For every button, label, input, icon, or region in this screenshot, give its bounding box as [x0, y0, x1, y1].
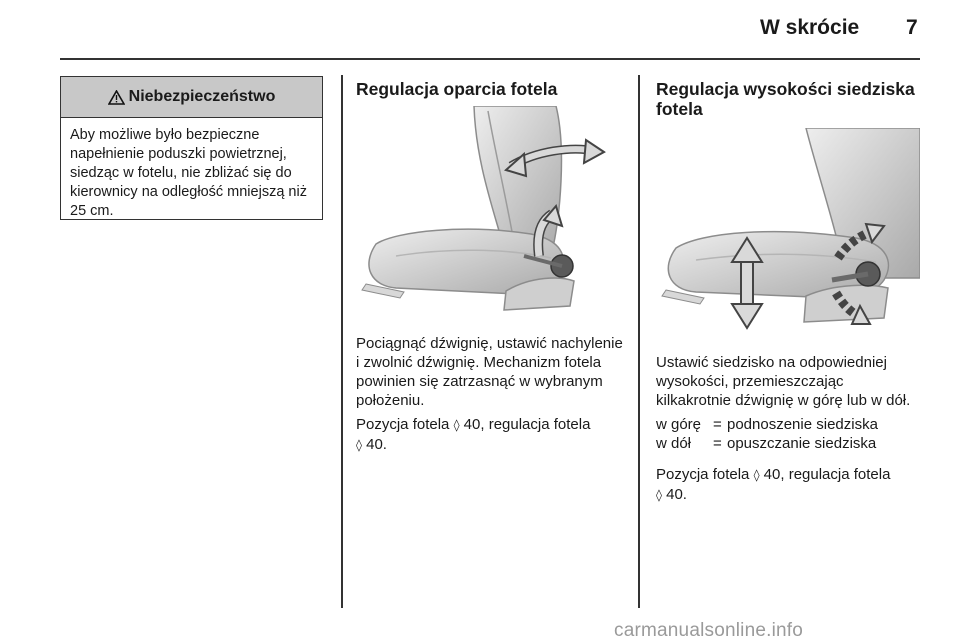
warning-text: Aby możliwe było bezpieczne napełnienie poduszki powietrznej, siedząc w fotelu, nie zbliżać się do kierownicy na odległość mniejszą niż 25 cm. — [70, 127, 307, 219]
height-section — [656, 79, 922, 119]
page-number: 7 — [906, 16, 918, 39]
section-title: W skrócie — [760, 16, 860, 39]
definition-equals: = — [713, 435, 722, 452]
watermark: carmanualsonline.info — [614, 620, 804, 641]
definition-up — [656, 415, 922, 434]
ref-text-adjust: , regulacja fotela — [480, 416, 591, 433]
ref-arrow-icon: ◊ — [356, 438, 362, 452]
column-divider-2 — [638, 75, 640, 608]
ref-text-position: Pozycja fotela — [356, 416, 450, 433]
seat-height-adjust-illustration — [656, 128, 920, 338]
height-definitions — [656, 415, 922, 453]
definition-desc: opuszczanie siedziska — [727, 435, 877, 452]
ref-arrow-icon: ◊ — [753, 468, 760, 482]
warning-triangle-icon — [108, 90, 125, 105]
warning-box — [60, 76, 323, 220]
height-text — [656, 353, 922, 505]
ref-arrow-icon: ◊ — [656, 488, 662, 502]
seat-backrest-adjust-illustration — [356, 106, 622, 318]
ref-page-1: 40 — [463, 416, 481, 433]
backrest-heading: Regulacja oparcia fotela — [356, 79, 558, 99]
warning-title: Niebezpieczeństwo — [128, 88, 276, 105]
column-divider-1 — [341, 75, 343, 608]
ref-text-position: Pozycja fotela — [656, 466, 750, 483]
ref-text-adjust: , regulacja fotela — [780, 466, 891, 483]
definition-term: w górę — [656, 416, 702, 433]
height-reference — [656, 465, 922, 505]
height-instructions: Ustawić siedzisko na odpowiedniej wysokości, przemieszczając kilkakrotnie dźwignię w górę lub w dół. — [656, 354, 911, 409]
backrest-instructions: Pociągnąć dźwignię, ustawić nachylenie i zwolnić dźwignię. Mechanizm fotela powinien się zatrzasnąć w wybranym położeniu. — [356, 335, 623, 409]
ref-page-2: 40. — [366, 436, 387, 453]
header-divider — [60, 58, 920, 60]
backrest-reference — [356, 415, 628, 455]
definition-equals: = — [713, 416, 722, 433]
backrest-text — [356, 334, 628, 455]
definition-term: w dół — [656, 435, 692, 452]
warning-header — [61, 77, 322, 118]
ref-page-2: 40. — [666, 486, 687, 503]
ref-page-1: 40 — [763, 466, 781, 483]
height-heading: Regulacja wysokości siedziska fotela — [656, 79, 915, 119]
definition-down — [656, 434, 922, 453]
backrest-section — [356, 79, 626, 99]
definition-desc: podnoszenie siedziska — [727, 416, 878, 433]
ref-arrow-icon: ◊ — [453, 418, 460, 432]
